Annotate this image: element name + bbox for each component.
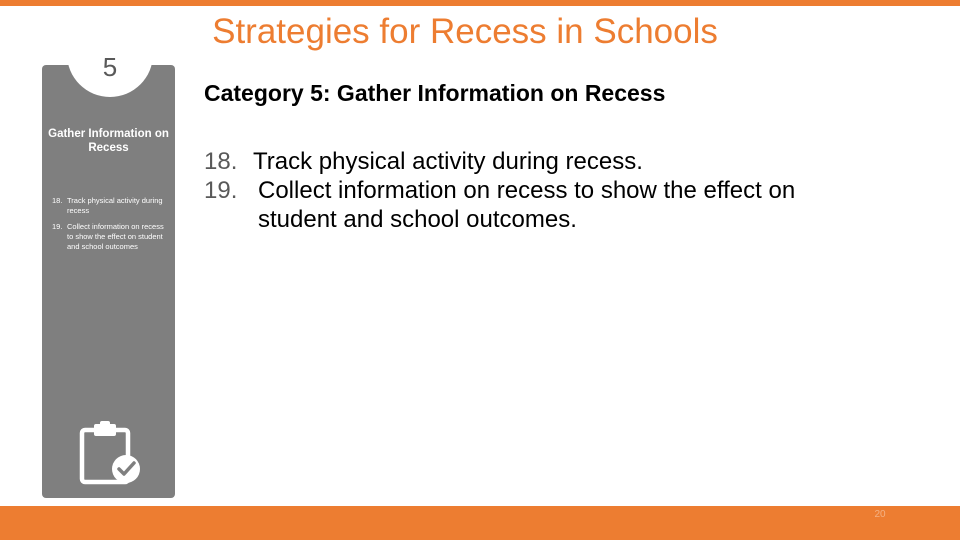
panel-item-text: Track physical activity during recess	[67, 196, 163, 215]
panel-item	[52, 196, 170, 216]
page-number: 20	[874, 509, 886, 520]
bottom-accent-bar	[0, 506, 960, 540]
category-panel	[42, 52, 175, 498]
top-accent-bar	[0, 0, 960, 6]
panel-item-text: Collect information on recess to show the effect on student and school outcomes	[67, 222, 164, 251]
panel-item	[52, 222, 170, 252]
category-badge-number: 5	[102, 52, 118, 82]
strategy-item	[204, 176, 804, 234]
category-subtitle: Category 5: Gather Information on Recess	[204, 80, 666, 106]
panel-heading: Gather Information on Recess	[48, 128, 169, 154]
strategy-list	[204, 147, 804, 234]
slide-title: Strategies for Recess in Schools	[212, 12, 718, 51]
clipboard-check-icon	[78, 421, 142, 489]
panel-item-number: 18.	[52, 196, 63, 205]
strategy-text: Collect information on recess to show the effect on student and school outcomes.	[258, 177, 796, 233]
strategy-item	[204, 147, 804, 176]
panel-item-number: 19.	[52, 222, 63, 231]
strategy-number: 19.	[204, 177, 238, 204]
strategy-text: Track physical activity during recess.	[253, 148, 643, 175]
strategy-number: 18.	[204, 148, 238, 175]
